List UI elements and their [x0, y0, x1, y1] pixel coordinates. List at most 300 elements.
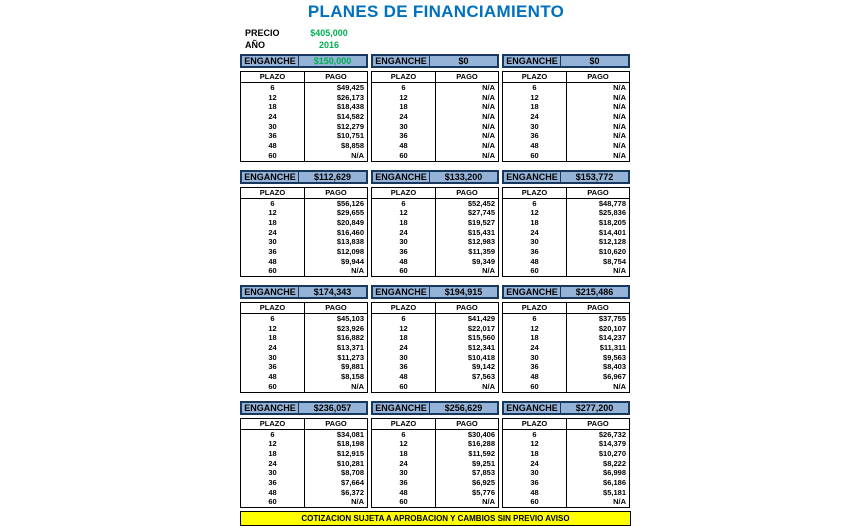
plan-row: [372, 141, 498, 151]
pago-cell: $41,429: [435, 314, 498, 324]
pago-cell: N/A: [435, 131, 498, 141]
pago-cell: N/A: [435, 497, 498, 507]
plazo-cell: 60: [399, 381, 408, 391]
plazo-cell: 24: [530, 343, 539, 353]
plazo-column-header: PLAZO: [259, 187, 286, 197]
plan-row: [503, 439, 629, 449]
pago-column-header: PAGO: [435, 72, 498, 82]
plans-grid: [240, 54, 632, 508]
plazo-cell: 30: [399, 121, 408, 131]
plan-row: [372, 199, 498, 209]
plazo-cell: 6: [401, 429, 406, 439]
plan-row: [241, 324, 367, 334]
pago-cell: N/A: [435, 83, 498, 93]
enganche-header: [502, 285, 630, 299]
pago-cell: $7,853: [435, 468, 498, 478]
plan-row: [372, 266, 498, 276]
plan-row: [503, 449, 629, 459]
anio-row: [245, 39, 358, 51]
plazo-cell: 12: [399, 439, 408, 449]
pago-cell: $11,592: [435, 449, 498, 459]
pago-cell: $6,372: [304, 488, 367, 498]
plan-row: [241, 199, 367, 209]
plan-table: [502, 302, 630, 393]
plazo-cell: 30: [268, 237, 277, 247]
enganche-header: [240, 170, 368, 184]
plan-row: [503, 488, 629, 498]
plan-table: [502, 187, 630, 278]
plan-table: [240, 71, 368, 162]
plazo-cell: 18: [399, 333, 408, 343]
pago-cell: $8,858: [304, 141, 367, 151]
plan-row: [241, 122, 367, 132]
plazo-cell: 12: [530, 439, 539, 449]
plan-table-header: [241, 303, 367, 314]
plan-row: [372, 333, 498, 343]
plan-row: [241, 353, 367, 363]
plan-block-5: [371, 170, 499, 278]
plazo-column-header: PLAZO: [259, 72, 286, 81]
pago-cell: $23,926: [304, 324, 367, 334]
plazo-column-header: PLAZO: [259, 303, 286, 312]
enganche-label: ENGANCHE: [373, 172, 430, 182]
enganche-header: [502, 54, 630, 68]
plan-row: [241, 488, 367, 498]
pago-cell: N/A: [566, 497, 629, 507]
plan-row: [503, 468, 629, 478]
enganche-header: [371, 401, 499, 415]
pago-cell: $8,222: [566, 459, 629, 469]
plazo-cell: 36: [530, 477, 539, 487]
pago-column-header: PAGO: [566, 419, 629, 429]
plan-row: [503, 353, 629, 363]
pago-cell: N/A: [435, 382, 498, 392]
enganche-header: [502, 170, 630, 184]
plan-block-3: [502, 54, 630, 162]
plazo-column-header: PLAZO: [521, 72, 548, 81]
plazo-cell: 60: [268, 497, 277, 507]
plazo-column-header: PLAZO: [259, 418, 286, 428]
plan-row: [241, 266, 367, 276]
plan-table: [371, 418, 499, 509]
pago-cell: $48,778: [566, 199, 629, 209]
plazo-cell: 18: [268, 333, 277, 343]
pago-cell: $10,270: [566, 449, 629, 459]
plan-row: [503, 333, 629, 343]
plazo-cell: 12: [268, 208, 277, 218]
plan-row: [503, 199, 629, 209]
disclaimer-text: COTIZACION SUJETA A APROBACION Y CAMBIOS SIN PREVIO AVISO: [301, 514, 570, 523]
plazo-cell: 24: [268, 343, 277, 353]
plazo-cell: 18: [530, 333, 539, 343]
plazo-cell: 6: [270, 314, 275, 323]
plazo-cell: 30: [399, 468, 408, 478]
plan-row: [503, 459, 629, 469]
plan-row: [241, 468, 367, 478]
pago-cell: N/A: [566, 93, 629, 103]
plan-row: [241, 102, 367, 112]
plan-row: [241, 449, 367, 459]
plazo-cell: 36: [399, 362, 408, 372]
plazo-cell: 18: [530, 448, 539, 458]
pago-cell: $29,655: [304, 208, 367, 218]
pago-cell: $9,142: [435, 362, 498, 372]
plan-row: [503, 237, 629, 247]
plan-row: [503, 112, 629, 122]
plazo-column-header: PLAZO: [390, 418, 417, 428]
pago-cell: $8,403: [566, 362, 629, 372]
plazo-cell: 24: [530, 458, 539, 468]
plan-table: [502, 71, 630, 162]
plazo-cell: 36: [268, 131, 277, 141]
plazo-column-header: PLAZO: [521, 187, 548, 197]
plan-block-2: [371, 54, 499, 162]
pago-cell: $27,745: [435, 208, 498, 218]
plazo-cell: 6: [401, 83, 406, 92]
plan-table: [502, 418, 630, 509]
pago-cell: $11,359: [435, 247, 498, 257]
plazo-cell: 24: [399, 343, 408, 353]
pago-cell: $7,563: [435, 372, 498, 382]
plazo-cell: 6: [532, 83, 537, 92]
plan-row: [241, 343, 367, 353]
pago-cell: $10,620: [566, 247, 629, 257]
plazo-cell: 60: [268, 266, 277, 276]
plan-row: [372, 497, 498, 507]
plan-row: [372, 362, 498, 372]
enganche-value: $153,772: [575, 171, 614, 182]
enganche-label: ENGANCHE: [373, 287, 430, 297]
plazo-cell: 48: [399, 256, 408, 266]
pago-cell: N/A: [435, 141, 498, 151]
plan-block-11: [371, 401, 499, 509]
pago-cell: N/A: [435, 112, 498, 122]
plan-row: [372, 131, 498, 141]
enganche-value: $256,629: [444, 402, 483, 413]
plan-row: [372, 488, 498, 498]
plazo-cell: 48: [530, 256, 539, 266]
enganche-value: $236,057: [313, 402, 352, 413]
plazo-column-header: PLAZO: [390, 303, 417, 312]
pago-cell: $11,273: [304, 353, 367, 363]
plan-row: [241, 218, 367, 228]
plan-row: [372, 83, 498, 93]
enganche-value: $277,200: [575, 402, 614, 413]
pago-cell: N/A: [566, 131, 629, 141]
plan-row: [503, 93, 629, 103]
plan-row: [372, 228, 498, 238]
pago-cell: $5,776: [435, 488, 498, 498]
plan-row: [503, 228, 629, 238]
pago-column-header: PAGO: [304, 72, 367, 82]
plan-block-4: [240, 170, 368, 278]
plan-row: [503, 478, 629, 488]
pago-cell: $10,751: [304, 131, 367, 141]
pago-cell: N/A: [304, 497, 367, 507]
plan-block-8: [371, 285, 499, 393]
plazo-cell: 36: [530, 131, 539, 141]
enganche-label: ENGANCHE: [504, 56, 561, 66]
pago-cell: $9,881: [304, 362, 367, 372]
plan-row: [241, 93, 367, 103]
plazo-cell: 48: [530, 487, 539, 497]
plazo-cell: 30: [268, 121, 277, 131]
enganche-value: $133,200: [444, 171, 483, 182]
pago-cell: N/A: [566, 102, 629, 112]
plan-row: [241, 372, 367, 382]
pago-cell: $12,915: [304, 449, 367, 459]
pago-cell: $6,186: [566, 478, 629, 488]
plan-row: [372, 93, 498, 103]
plan-row: [372, 314, 498, 324]
plazo-cell: 36: [268, 477, 277, 487]
plazo-cell: 36: [530, 246, 539, 256]
pago-cell: $52,452: [435, 199, 498, 209]
plan-row: [372, 439, 498, 449]
pago-cell: $6,925: [435, 478, 498, 488]
plan-table: [371, 71, 499, 162]
plazo-cell: 12: [268, 92, 277, 102]
pago-cell: $10,418: [435, 353, 498, 363]
pago-cell: N/A: [304, 382, 367, 392]
plan-row: [372, 151, 498, 161]
anio-label: AÑO: [245, 40, 265, 50]
plan-row: [372, 449, 498, 459]
plan-table: [240, 302, 368, 393]
plan-row: [503, 208, 629, 218]
plan-row: [372, 430, 498, 440]
pago-cell: $8,754: [566, 257, 629, 267]
plan-table-header: [503, 303, 629, 314]
plazo-cell: 18: [268, 448, 277, 458]
plazo-cell: 48: [268, 372, 277, 382]
plan-row: [241, 459, 367, 469]
pago-cell: N/A: [435, 151, 498, 161]
pago-cell: $45,103: [304, 314, 367, 324]
plazo-cell: 60: [530, 150, 539, 160]
pago-cell: N/A: [566, 382, 629, 392]
plan-row: [241, 131, 367, 141]
pago-cell: $20,107: [566, 324, 629, 334]
plazo-cell: 36: [399, 246, 408, 256]
plazo-cell: 18: [268, 217, 277, 227]
plan-block-9: [502, 285, 630, 393]
plazo-cell: 60: [530, 266, 539, 276]
plan-row: [503, 362, 629, 372]
plan-table: [371, 187, 499, 278]
plazo-cell: 36: [530, 362, 539, 372]
pago-cell: N/A: [566, 266, 629, 276]
plazo-cell: 18: [399, 448, 408, 458]
plazo-cell: 30: [530, 352, 539, 362]
plan-row: [503, 141, 629, 151]
plan-row: [503, 497, 629, 507]
pago-cell: $14,237: [566, 333, 629, 343]
pago-cell: $14,401: [566, 228, 629, 238]
plan-row: [372, 237, 498, 247]
pago-cell: $37,755: [566, 314, 629, 324]
plan-row: [372, 353, 498, 363]
plan-row: [372, 343, 498, 353]
plan-table-header: [372, 419, 498, 430]
plan-row: [372, 468, 498, 478]
pago-cell: $13,838: [304, 237, 367, 247]
pago-cell: $26,173: [304, 93, 367, 103]
pago-cell: $25,836: [566, 208, 629, 218]
precio-row: [245, 27, 358, 39]
plan-row: [503, 382, 629, 392]
precio-label: PRECIO: [245, 28, 280, 38]
enganche-label: ENGANCHE: [242, 56, 299, 66]
pago-cell: $56,126: [304, 199, 367, 209]
pago-column-header: PAGO: [304, 419, 367, 429]
plan-row: [241, 333, 367, 343]
plazo-cell: 48: [268, 141, 277, 151]
plazo-cell: 24: [399, 227, 408, 237]
pago-cell: $20,849: [304, 218, 367, 228]
plan-row: [372, 459, 498, 469]
plan-row: [372, 112, 498, 122]
plazo-cell: 60: [399, 150, 408, 160]
pago-cell: $10,281: [304, 459, 367, 469]
plan-row: [241, 497, 367, 507]
plazo-cell: 18: [399, 102, 408, 112]
plazo-cell: 6: [532, 314, 537, 323]
plazo-cell: 48: [399, 372, 408, 382]
plan-table-header: [241, 72, 367, 83]
pago-cell: N/A: [304, 151, 367, 161]
pago-cell: $11,311: [566, 343, 629, 353]
page-title: PLANES DE FINANCIAMIENTO: [307, 2, 565, 21]
enganche-label: ENGANCHE: [242, 403, 299, 413]
plan-row: [241, 439, 367, 449]
plan-row: [372, 122, 498, 132]
plazo-cell: 30: [530, 121, 539, 131]
plan-row: [241, 430, 367, 440]
plan-row: [503, 218, 629, 228]
plazo-cell: 36: [268, 362, 277, 372]
pago-cell: $6,967: [566, 372, 629, 382]
plan-row: [503, 343, 629, 353]
plazo-cell: 60: [268, 150, 277, 160]
plan-row: [503, 247, 629, 257]
disclaimer-banner: [240, 511, 631, 526]
plazo-cell: 6: [270, 429, 275, 439]
plazo-cell: 12: [530, 92, 539, 102]
plazo-cell: 6: [270, 83, 275, 92]
plan-row: [503, 151, 629, 161]
pago-cell: N/A: [566, 112, 629, 122]
plazo-cell: 24: [268, 227, 277, 237]
price-info-block: [245, 27, 358, 51]
plazo-cell: 48: [268, 256, 277, 266]
plan-row: [503, 314, 629, 324]
enganche-value: $112,629: [313, 171, 352, 182]
plan-table-header: [372, 72, 498, 83]
pago-cell: $16,288: [435, 439, 498, 449]
pago-column-header: PAGO: [566, 72, 629, 82]
pago-cell: N/A: [304, 266, 367, 276]
pago-cell: $12,341: [435, 343, 498, 353]
plan-row: [503, 257, 629, 267]
enganche-header: [371, 170, 499, 184]
plan-block-1: [240, 54, 368, 162]
plazo-cell: 12: [399, 92, 408, 102]
enganche-header: [371, 54, 499, 68]
plan-row: [241, 362, 367, 372]
plazo-column-header: PLAZO: [521, 418, 548, 428]
plazo-cell: 24: [268, 112, 277, 122]
plan-block-10: [240, 401, 368, 509]
pago-column-header: PAGO: [435, 188, 498, 198]
enganche-label: ENGANCHE: [373, 56, 430, 66]
plazo-cell: 12: [268, 439, 277, 449]
plazo-cell: 6: [532, 429, 537, 439]
plazo-cell: 60: [268, 381, 277, 391]
enganche-value: $215,486: [575, 287, 614, 297]
plan-row: [503, 102, 629, 112]
pago-cell: N/A: [435, 122, 498, 132]
plan-row: [503, 266, 629, 276]
plazo-cell: 30: [268, 352, 277, 362]
enganche-value: $0: [589, 56, 600, 66]
plazo-cell: 30: [399, 352, 408, 362]
enganche-header: [240, 285, 368, 299]
plazo-cell: 12: [399, 208, 408, 218]
pago-cell: $9,251: [435, 459, 498, 469]
plan-table-header: [372, 188, 498, 199]
pago-column-header: PAGO: [566, 303, 629, 313]
pago-cell: $26,732: [566, 430, 629, 440]
anio-value: 2016: [318, 40, 340, 50]
plazo-cell: 18: [530, 217, 539, 227]
plan-row: [372, 382, 498, 392]
plazo-column-header: PLAZO: [390, 187, 417, 197]
pago-cell: $49,425: [304, 83, 367, 93]
plazo-cell: 24: [530, 112, 539, 122]
plan-row: [372, 208, 498, 218]
plan-block-12: [502, 401, 630, 509]
plan-table: [240, 187, 368, 278]
pago-cell: $5,181: [566, 488, 629, 498]
plazo-cell: 60: [399, 497, 408, 507]
plan-row: [372, 247, 498, 257]
plan-row: [503, 83, 629, 93]
pago-column-header: PAGO: [304, 303, 367, 313]
enganche-label: ENGANCHE: [504, 403, 561, 413]
enganche-header: [502, 401, 630, 415]
enganche-value: $0: [458, 56, 469, 66]
plan-table-header: [503, 188, 629, 199]
pago-cell: $15,431: [435, 228, 498, 238]
plazo-cell: 60: [530, 497, 539, 507]
plan-row: [241, 237, 367, 247]
plazo-cell: 48: [268, 487, 277, 497]
pago-cell: $16,882: [304, 333, 367, 343]
pago-cell: $14,582: [304, 112, 367, 122]
plan-row: [241, 247, 367, 257]
pago-column-header: PAGO: [566, 188, 629, 198]
plazo-cell: 6: [401, 314, 406, 323]
plazo-cell: 30: [268, 468, 277, 478]
plazo-cell: 36: [399, 131, 408, 141]
plan-table-header: [503, 419, 629, 430]
pago-cell: $30,406: [435, 430, 498, 440]
enganche-label: ENGANCHE: [242, 172, 299, 182]
plan-block-6: [502, 170, 630, 278]
plazo-cell: 18: [530, 102, 539, 112]
plazo-cell: 24: [530, 227, 539, 237]
